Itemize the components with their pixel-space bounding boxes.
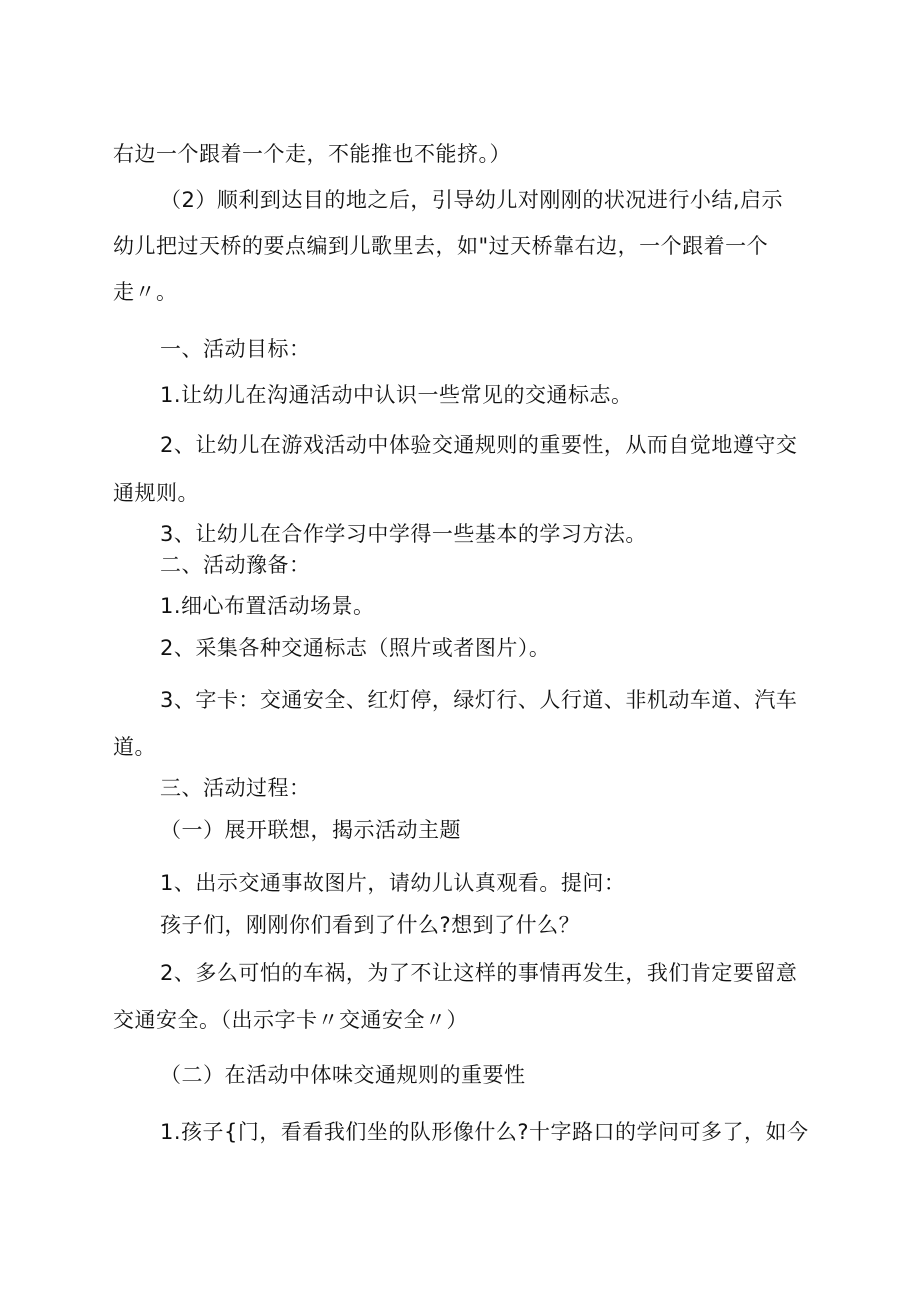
text-line: 2、多么可怕的车祸，为了不让这样的事情再发生，我们肯定要留意 [160,961,798,985]
text-line: 通规则。 [113,481,199,505]
section-heading: 二、活动豫备： [160,553,311,577]
subsection-heading: （二）在活动中体味交通规则的重要性 [160,1063,526,1087]
text-line: 走〃。 [113,280,178,304]
text-line: 1.让幼儿在沟通活动中认识一些常见的交通标志。 [160,383,633,407]
text-line: 2、让幼儿在游戏活动中体验交通规则的重要性，从而自觉地遵守交 [160,433,798,457]
section-heading: 一、活动目标： [160,337,311,361]
text-line: （2）顺利到达目的地之后，引导幼儿对刚刚的状况进行小结,启示 [160,188,784,212]
text-line: 1、出示交通事故图片，请幼儿认真观看。提问： [160,871,626,895]
text-line: 1.细心布置活动场景。 [160,594,375,618]
section-heading: 三、活动过程： [160,776,311,800]
text-line: 孩子们，刚刚你们看到了什么?想到了什么？ [160,913,581,937]
text-line: 1.孩子{门，看看我们坐的队形像什么?十字路口的学问可多了，如今 [160,1120,809,1144]
text-line: 3、让幼儿在合作学习中学得一些基本的学习方法。 [160,522,647,546]
subsection-heading: （一）展开联想，揭示活动主题 [160,818,461,842]
text-line: 道。 [113,735,156,759]
text-line: 2、采集各种交通标志（照片或者图片）。 [160,636,551,660]
text-line: 右边一个跟着一个走，不能推也不能挤。） [113,142,511,166]
text-line: 幼儿把过天桥的要点编到儿歌里去，如"过天桥靠右边，一个跟着一个 [113,234,769,258]
text-line: 交通安全。（出示字卡〃交通安全〃） [113,1008,468,1032]
text-line: 3、字卡：交通安全、红灯停，绿灯行、人行道、非机动车道、汽车 [160,688,798,712]
